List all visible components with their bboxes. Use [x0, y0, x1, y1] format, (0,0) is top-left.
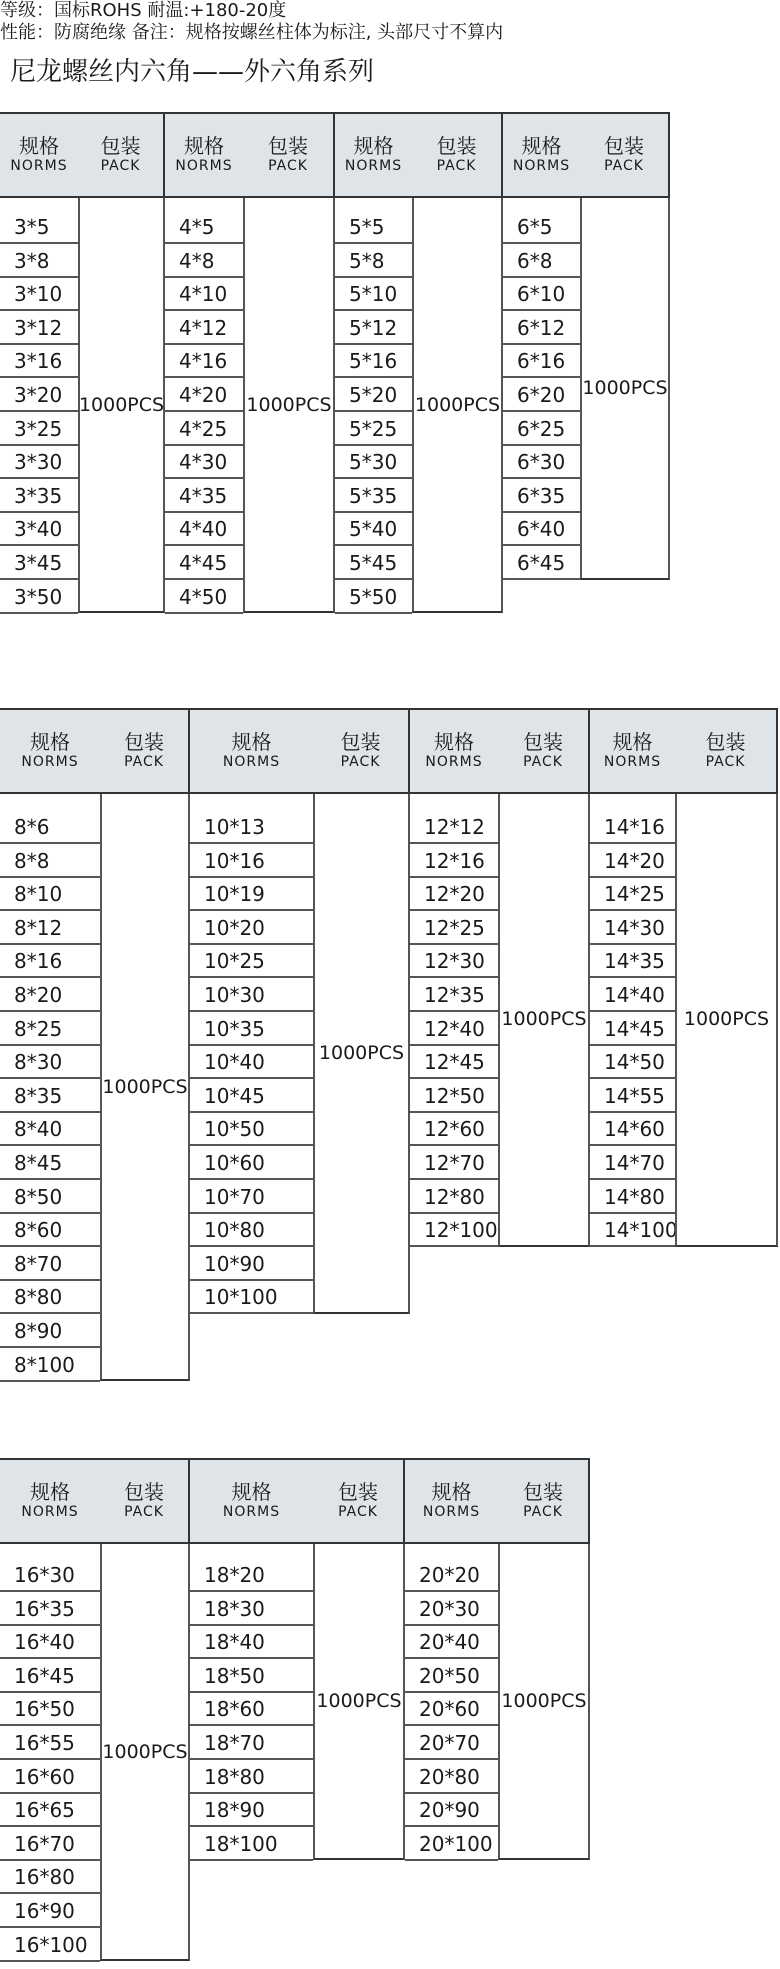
size-cell: 8*25 — [0, 1012, 100, 1046]
performance-line: 性能：防腐绝缘 备注：规格按螺丝柱体为标注, 头部尺寸不算内 — [0, 22, 504, 43]
size-cell: 16*55 — [0, 1726, 100, 1760]
size-cell: 16*100 — [0, 1928, 100, 1962]
size-cell: 18*20 — [190, 1558, 313, 1592]
size-cell: 16*35 — [0, 1592, 100, 1626]
size-cell: 16*80 — [0, 1860, 100, 1894]
size-cell: 3*40 — [0, 512, 78, 546]
size-cell: 8*60 — [0, 1213, 100, 1247]
size-cell: 12*35 — [410, 978, 498, 1012]
size-cell: 20*20 — [405, 1558, 498, 1592]
size-cell: 4*40 — [165, 512, 243, 546]
size-cell: 12*12 — [410, 810, 498, 844]
size-cell: 3*50 — [0, 580, 78, 614]
norms-header-en: NORMS — [21, 1504, 79, 1520]
size-cell: 4*50 — [165, 580, 243, 614]
size-cell: 5*25 — [335, 412, 412, 446]
pack-cell: 1000PCS — [100, 1544, 190, 1961]
size-cell: 8*40 — [0, 1112, 100, 1146]
size-cell: 6*16 — [503, 344, 580, 378]
pack-header — [498, 708, 590, 794]
size-cell: 16*45 — [0, 1659, 100, 1693]
pack-header — [100, 1458, 190, 1544]
norms-header — [335, 112, 412, 198]
size-cell: 18*100 — [190, 1827, 313, 1861]
size-cell: 4*10 — [165, 277, 243, 311]
size-cell: 20*60 — [405, 1692, 498, 1726]
pack-header — [675, 708, 778, 794]
pack-cell: 1000PCS — [313, 794, 410, 1314]
norms-header-en: NORMS — [425, 754, 483, 770]
size-cell: 6*5 — [503, 210, 580, 244]
norms-header-en: NORMS — [222, 754, 281, 770]
pack-header-en: PACK — [338, 1504, 378, 1520]
norms-header-cn: 规格 — [184, 134, 224, 158]
pack-header — [412, 112, 503, 198]
size-cell: 18*90 — [190, 1793, 313, 1827]
size-cell: 14*40 — [590, 978, 675, 1012]
grade-line: 等级：国标ROHS 耐温:+180-20度 — [0, 0, 287, 21]
size-cell: 20*80 — [405, 1760, 498, 1794]
size-cell: 10*20 — [190, 911, 313, 945]
size-cell: 16*90 — [0, 1894, 100, 1928]
size-cell: 10*40 — [190, 1045, 313, 1079]
pack-header-cn: 包装 — [124, 1480, 164, 1504]
norms-header — [590, 708, 675, 794]
norms-header-cn: 规格 — [431, 1480, 472, 1504]
size-cell: 8*70 — [0, 1247, 100, 1281]
pack-header-cn: 包装 — [338, 1480, 378, 1504]
pack-header-cn: 包装 — [100, 134, 141, 158]
size-cell: 12*60 — [410, 1112, 498, 1146]
norms-header — [0, 112, 78, 198]
size-cell: 14*80 — [590, 1180, 675, 1214]
pack-cell: 1000PCS — [412, 198, 503, 613]
size-cell: 4*30 — [165, 445, 243, 479]
norms-header-en: NORMS — [344, 158, 403, 174]
size-cell: 5*50 — [335, 580, 412, 614]
size-cell: 16*40 — [0, 1625, 100, 1659]
size-cell: 12*70 — [410, 1146, 498, 1180]
pack-header-cn: 包装 — [523, 1480, 563, 1504]
norms-header — [503, 112, 580, 198]
size-cell: 10*50 — [190, 1112, 313, 1146]
size-cell: 3*25 — [0, 412, 78, 446]
pack-header-en: PACK — [100, 158, 141, 174]
pack-header-en: PACK — [604, 158, 644, 174]
size-cell: 4*25 — [165, 412, 243, 446]
size-cell: 3*45 — [0, 546, 78, 580]
size-cell: 16*70 — [0, 1827, 100, 1861]
norms-header — [190, 708, 313, 794]
size-cell: 16*65 — [0, 1793, 100, 1827]
size-cell: 6*35 — [503, 479, 580, 513]
size-cell: 3*35 — [0, 479, 78, 513]
size-cell: 20*70 — [405, 1726, 498, 1760]
size-cell: 5*5 — [335, 210, 412, 244]
size-cell: 10*16 — [190, 844, 313, 878]
size-cell: 12*100 — [410, 1213, 498, 1247]
size-cell: 12*30 — [410, 944, 498, 978]
size-cell: 8*12 — [0, 911, 100, 945]
size-cell: 10*30 — [190, 978, 313, 1012]
pack-header-en: PACK — [340, 754, 381, 770]
pack-cell: 1000PCS — [675, 794, 778, 1247]
size-cell: 3*16 — [0, 344, 78, 378]
norms-header — [410, 708, 498, 794]
pack-header-en: PACK — [523, 1504, 563, 1520]
size-cell: 6*12 — [503, 311, 580, 345]
size-cell: 10*70 — [190, 1180, 313, 1214]
size-cell: 14*35 — [590, 944, 675, 978]
size-cell: 5*10 — [335, 277, 412, 311]
size-cell: 10*90 — [190, 1247, 313, 1281]
pack-cell: 1000PCS — [498, 794, 590, 1247]
size-cell: 12*25 — [410, 911, 498, 945]
size-cell: 4*35 — [165, 479, 243, 513]
size-cell: 12*50 — [410, 1079, 498, 1113]
pack-cell: 1000PCS — [100, 794, 190, 1381]
norms-header-cn: 规格 — [231, 1480, 272, 1504]
size-cell: 5*16 — [335, 344, 412, 378]
size-cell: 5*35 — [335, 479, 412, 513]
pack-header-cn: 包装 — [436, 134, 477, 158]
size-cell: 10*45 — [190, 1079, 313, 1113]
size-cell: 20*90 — [405, 1793, 498, 1827]
size-cell: 18*80 — [190, 1760, 313, 1794]
norms-header-cn: 规格 — [19, 134, 59, 158]
size-cell: 20*30 — [405, 1592, 498, 1626]
pack-header — [100, 708, 190, 794]
norms-header-en: NORMS — [222, 1504, 281, 1520]
size-cell: 10*100 — [190, 1280, 313, 1314]
pack-header-cn: 包装 — [705, 730, 746, 754]
size-cell: 6*45 — [503, 546, 580, 580]
pack-cell: 1000PCS — [243, 198, 335, 613]
size-cell: 6*8 — [503, 244, 580, 278]
size-cell: 12*40 — [410, 1012, 498, 1046]
pack-header-en: PACK — [705, 754, 746, 770]
size-cell: 10*13 — [190, 810, 313, 844]
size-cell: 4*5 — [165, 210, 243, 244]
size-cell: 5*40 — [335, 512, 412, 546]
size-cell: 8*8 — [0, 844, 100, 878]
size-cell: 8*30 — [0, 1045, 100, 1079]
pack-header-cn: 包装 — [124, 730, 164, 754]
size-cell: 8*50 — [0, 1180, 100, 1214]
pack-header-en: PACK — [523, 754, 563, 770]
pack-header-en: PACK — [124, 1504, 164, 1520]
norms-header-en: NORMS — [21, 754, 79, 770]
pack-cell: 1000PCS — [78, 198, 165, 613]
norms-header-cn: 规格 — [30, 730, 70, 754]
size-cell: 3*5 — [0, 210, 78, 244]
size-cell: 4*8 — [165, 244, 243, 278]
norms-header — [0, 708, 100, 794]
size-cell: 16*30 — [0, 1558, 100, 1592]
pack-cell: 1000PCS — [313, 1544, 405, 1860]
size-cell: 10*19 — [190, 877, 313, 911]
page-title: 尼龙螺丝内六角——外六角系列 — [10, 57, 375, 87]
pack-header — [580, 112, 670, 198]
size-cell: 8*16 — [0, 944, 100, 978]
size-cell: 8*100 — [0, 1348, 100, 1382]
size-cell: 4*16 — [165, 344, 243, 378]
norms-header-cn: 规格 — [521, 134, 562, 158]
size-cell: 6*30 — [503, 445, 580, 479]
norms-header-en: NORMS — [10, 158, 68, 174]
pack-header — [78, 112, 165, 198]
size-cell: 14*16 — [590, 810, 675, 844]
size-cell: 16*60 — [0, 1760, 100, 1794]
norms-header-cn: 规格 — [30, 1480, 70, 1504]
pack-cell: 1000PCS — [498, 1544, 590, 1860]
size-cell: 6*40 — [503, 512, 580, 546]
size-cell: 8*45 — [0, 1146, 100, 1180]
size-cell: 12*80 — [410, 1180, 498, 1214]
size-cell: 8*10 — [0, 877, 100, 911]
pack-header-en: PACK — [124, 754, 164, 770]
size-cell: 18*70 — [190, 1726, 313, 1760]
size-cell: 14*45 — [590, 1012, 675, 1046]
pack-header-en: PACK — [268, 158, 308, 174]
pack-header — [313, 708, 410, 794]
norms-header-cn: 规格 — [612, 730, 653, 754]
size-cell: 16*50 — [0, 1692, 100, 1726]
size-cell: 3*12 — [0, 311, 78, 345]
norms-header — [165, 112, 243, 198]
norms-header-en: NORMS — [422, 1504, 481, 1520]
size-cell: 3*30 — [0, 445, 78, 479]
size-cell: 14*100 — [590, 1213, 675, 1247]
norms-header — [405, 1458, 498, 1544]
size-cell: 12*16 — [410, 844, 498, 878]
norms-header-en: NORMS — [603, 754, 662, 770]
pack-header — [243, 112, 335, 198]
pack-header — [313, 1458, 405, 1544]
norms-header-en: NORMS — [512, 158, 571, 174]
size-cell: 8*6 — [0, 810, 100, 844]
pack-header-cn: 包装 — [340, 730, 381, 754]
norms-header-cn: 规格 — [231, 730, 272, 754]
pack-header-en: PACK — [436, 158, 477, 174]
norms-header — [190, 1458, 313, 1544]
size-cell: 6*10 — [503, 277, 580, 311]
size-cell: 4*45 — [165, 546, 243, 580]
size-cell: 14*60 — [590, 1112, 675, 1146]
size-cell: 12*45 — [410, 1045, 498, 1079]
size-cell: 20*50 — [405, 1659, 498, 1693]
pack-cell: 1000PCS — [580, 198, 670, 580]
size-cell: 14*20 — [590, 844, 675, 878]
size-cell: 14*50 — [590, 1045, 675, 1079]
size-cell: 3*10 — [0, 277, 78, 311]
norms-header-en: NORMS — [175, 158, 233, 174]
pack-header-cn: 包装 — [604, 134, 644, 158]
size-cell: 3*20 — [0, 378, 78, 412]
norms-header-cn: 规格 — [434, 730, 474, 754]
norms-header-cn: 规格 — [353, 134, 394, 158]
size-cell: 8*80 — [0, 1280, 100, 1314]
size-cell: 10*25 — [190, 944, 313, 978]
size-cell: 3*8 — [0, 244, 78, 278]
size-cell: 20*100 — [405, 1827, 498, 1861]
size-cell: 14*70 — [590, 1146, 675, 1180]
size-cell: 8*35 — [0, 1079, 100, 1113]
size-cell: 10*35 — [190, 1012, 313, 1046]
size-cell: 5*20 — [335, 378, 412, 412]
norms-header — [0, 1458, 100, 1544]
size-cell: 6*20 — [503, 378, 580, 412]
pack-header — [498, 1458, 590, 1544]
size-cell: 10*60 — [190, 1146, 313, 1180]
size-cell: 5*45 — [335, 546, 412, 580]
size-cell: 10*80 — [190, 1213, 313, 1247]
size-cell: 18*40 — [190, 1625, 313, 1659]
size-cell: 18*50 — [190, 1659, 313, 1693]
pack-header-cn: 包装 — [268, 134, 308, 158]
size-cell: 18*60 — [190, 1692, 313, 1726]
size-cell: 14*30 — [590, 911, 675, 945]
size-cell: 8*90 — [0, 1314, 100, 1348]
size-cell: 14*25 — [590, 877, 675, 911]
size-cell: 14*55 — [590, 1079, 675, 1113]
size-cell: 5*12 — [335, 311, 412, 345]
size-cell: 20*40 — [405, 1625, 498, 1659]
pack-header-cn: 包装 — [523, 730, 563, 754]
size-cell: 12*20 — [410, 877, 498, 911]
size-cell: 4*12 — [165, 311, 243, 345]
size-cell: 5*8 — [335, 244, 412, 278]
size-cell: 6*25 — [503, 412, 580, 446]
size-cell: 4*20 — [165, 378, 243, 412]
size-cell: 5*30 — [335, 445, 412, 479]
size-cell: 8*20 — [0, 978, 100, 1012]
size-cell: 18*30 — [190, 1592, 313, 1626]
